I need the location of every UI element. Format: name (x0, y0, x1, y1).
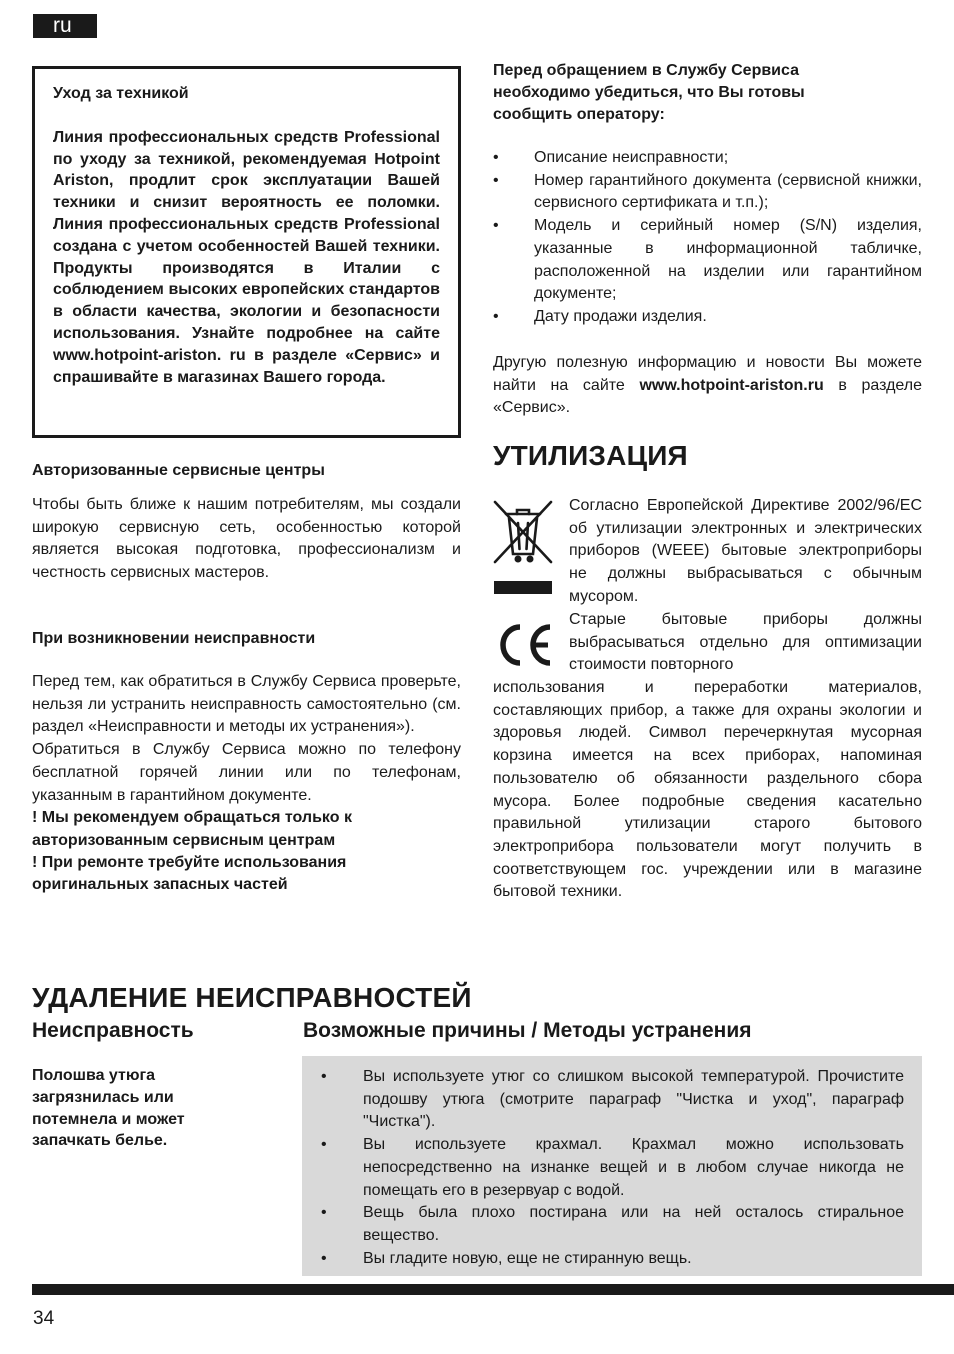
column-problem-header: Неисправность (32, 1019, 194, 1042)
crossed-bin-icon (492, 496, 554, 570)
causes-panel (302, 1056, 922, 1276)
before-calling-list (493, 147, 922, 329)
list-item: • Номер гарантийного документа (сервисной книжки, сервисного сертификата и т.п.); (493, 171, 922, 212)
care-notice-box (32, 66, 461, 438)
list-item: • Дату продажи изделия. (493, 307, 707, 325)
service-centers-heading: Авторизованные сервисные центры (32, 462, 325, 479)
website-link[interactable]: www.hotpoint-ariston.ru (639, 376, 824, 394)
disposal-heading: УТИЛИЗАЦИЯ (493, 440, 688, 471)
list-item: • Модель и серийный номер (S/N) изделия, указанные в информационной табличке, расположенной на изделии или гарантийном документе; (493, 217, 922, 303)
authorized-centers-note: ! Мы рекомендуем обращаться только к авторизованным сервисным центрам (32, 809, 352, 849)
language-tag: ru (33, 14, 97, 38)
separate-disposal-start: Старые бытовые приборы должны выбрасываться отдельно для оптимизации стоимости повторного (569, 611, 922, 674)
malfunction-section (32, 671, 461, 896)
malfunction-paragraph: Перед тем, как обратиться в Службу Сервиса проверьте, нельзя ли устранить неисправность самостоятельно (см. раздел «Неисправности и методы их устранения»). (32, 673, 461, 736)
footer-rule (32, 1284, 954, 1295)
disposal-bar (494, 581, 552, 594)
care-notice-title: Уход за техникой (53, 85, 189, 102)
list-item: • Вы гладите новую, еще не стиранную вещь. (321, 1249, 692, 1267)
hotline-paragraph: Обратиться в Службу Сервиса можно по телефону бесплатной горячей линии или по телефонам, указанным в гарантийном документе. (32, 741, 461, 804)
column-causes-header: Возможные причины / Методы устранения (303, 1019, 752, 1042)
malfunction-heading: При возникновении неисправности (32, 630, 316, 647)
before-calling-heading: Перед обращением в Службу Сервиса необходимо убедиться, что Вы готовы сообщить оператору: (493, 62, 805, 123)
ce-mark-icon (492, 616, 554, 674)
service-centers-text: Чтобы быть ближе к нашим потребителям, мы создали широкую сервисную сеть, особенностью которой является высокая подготовка, профессионализм и честность сервисных мастеров. (32, 496, 461, 582)
troubleshooting-heading: УДАЛЕНИЕ НЕИСПРАВНОСТЕЙ (32, 982, 472, 1013)
disposal-symbols (492, 496, 554, 674)
causes-list (321, 1066, 904, 1270)
list-item: • Вы используете крахмал. Крахмал можно использовать непосредственно на изнанке вещей и в любом случае никогда не помещать его в резервуар с водой. (321, 1136, 904, 1199)
original-parts-note: ! При ремонте требуйте использования оригинальных запасных частей (32, 853, 347, 894)
weee-directive-paragraph: Согласно Европейской Директиве 2002/96/EC об утилизации электронных и электрических приборов (WEEE) бытовые электроприборы не должны выбрасываться с обычным мусором. (569, 497, 922, 605)
page-number: 34 (33, 1308, 55, 1329)
care-notice-text: Линия профессиональных средств Professional по уходу за техникой, рекомендуемая Hotpoint Ariston, продлит срок эксплуатации Вашей техники и снизит вероятность ее поломки. Линия профессиональных средств Professional создана с учетом особенностей Вашей техники. Продукты производятся в Италии с соблюдением высоких европейских стандартов в области качества, экологии и безопасности использования. Узнайте подробнее на сайте www.hotpoint-ariston. ru в разделе «Сервис» и спрашивайте в магазинах Вашего города. (53, 128, 440, 386)
list-item: • Описание неисправности; (493, 149, 729, 166)
separate-disposal-text: использования и переработки материалов, составляющих прибор, а также для охраны экологии и здоровья людей. Символ перечеркнутая мусорная корзина имеется на всех приборах, напоминая пользователю об обязанности раздельного сбора мусора. Более подробные сведения касательно правильной утилизации старого бытового электроприбора пользователи могут получить в соответствующем гос. учреждении или в магазине бытовой техники. (493, 679, 922, 901)
list-item: • Вы используете утюг со слишком высокой температурой. Прочистите подошву утюга (смотрите параграф "Чистка и уход", параграф "Чистка"). (321, 1068, 904, 1131)
problem-description: Полошва утюга загрязнилась или потемнела и может запачкать белье. (32, 1067, 185, 1150)
list-item: • Вещь была плохо постирана или на ней осталось стиральное вещество. (321, 1204, 904, 1244)
more-info-paragraph: Другую полезную информацию и новости Вы можете найти на сайте www.hotpoint-ariston.ru в разделе «Сервис». (493, 354, 923, 417)
